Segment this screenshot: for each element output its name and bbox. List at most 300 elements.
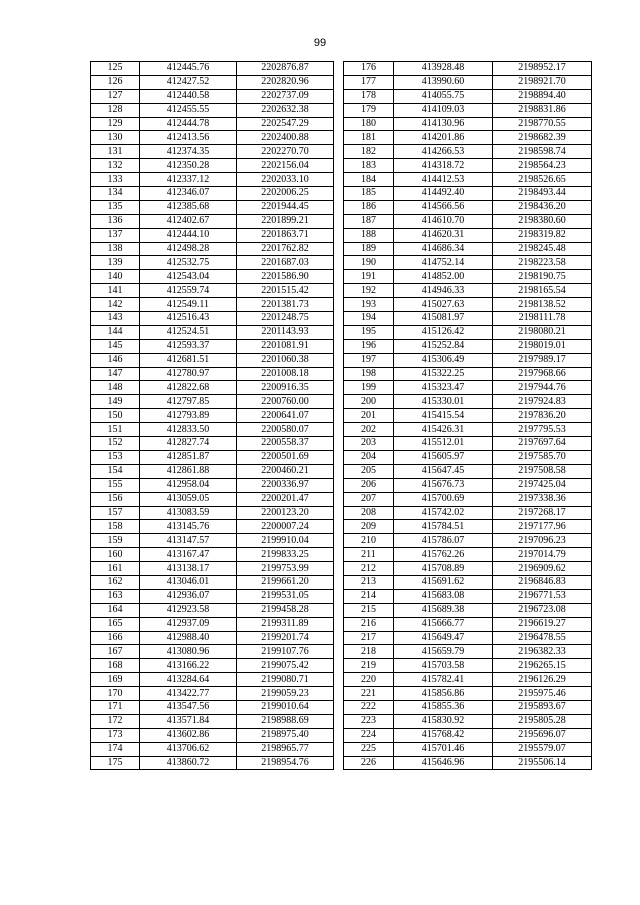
page-number: 99 (313, 37, 327, 49)
x-coordinate-cell: 415323.47 (394, 381, 493, 395)
y-coordinate-cell: 2201586.90 (237, 270, 334, 284)
table-row (344, 575, 592, 589)
y-coordinate-cell: 2197338.36 (493, 492, 592, 506)
x-coordinate-cell: 412833.50 (140, 423, 237, 437)
table-row (91, 700, 334, 714)
table-row (344, 145, 592, 159)
point-id-cell: 142 (91, 298, 140, 312)
table-row (91, 603, 334, 617)
x-coordinate-cell: 413706.62 (140, 742, 237, 756)
table-row (344, 631, 592, 645)
y-coordinate-cell: 2199910.04 (237, 534, 334, 548)
table-row (91, 687, 334, 701)
point-id-cell: 174 (91, 742, 140, 756)
x-coordinate-cell: 415683.08 (394, 589, 493, 603)
point-id-cell: 128 (91, 103, 140, 117)
point-id-cell: 177 (344, 75, 394, 89)
y-coordinate-cell: 2196265.15 (493, 659, 592, 673)
x-coordinate-cell: 414201.86 (394, 131, 493, 145)
point-id-cell: 212 (344, 562, 394, 576)
x-coordinate-cell: 413147.57 (140, 534, 237, 548)
table-row (344, 256, 592, 270)
y-coordinate-cell: 2198319.82 (493, 228, 592, 242)
x-coordinate-cell: 415784.51 (394, 520, 493, 534)
y-coordinate-cell: 2198138.52 (493, 298, 592, 312)
x-coordinate-cell: 415647.45 (394, 464, 493, 478)
x-coordinate-cell: 412681.51 (140, 353, 237, 367)
y-coordinate-cell: 2200336.97 (237, 478, 334, 492)
x-coordinate-cell: 415703.58 (394, 659, 493, 673)
x-coordinate-cell: 412346.07 (140, 187, 237, 201)
table-row (344, 270, 592, 284)
y-coordinate-cell: 2197096.23 (493, 534, 592, 548)
point-id-cell: 161 (91, 562, 140, 576)
x-coordinate-cell: 412936.07 (140, 589, 237, 603)
table-row (344, 395, 592, 409)
y-coordinate-cell: 2198954.76 (237, 756, 334, 770)
y-coordinate-cell: 2198245.48 (493, 242, 592, 256)
x-coordinate-cell: 414566.56 (394, 200, 493, 214)
table-row (344, 89, 592, 103)
x-coordinate-cell: 412793.89 (140, 409, 237, 423)
y-coordinate-cell: 2198380.60 (493, 214, 592, 228)
y-coordinate-cell: 2197014.79 (493, 548, 592, 562)
point-id-cell: 204 (344, 450, 394, 464)
x-coordinate-cell: 412937.09 (140, 617, 237, 631)
table-row (91, 742, 334, 756)
y-coordinate-cell: 2200580.07 (237, 423, 334, 437)
x-coordinate-cell: 412444.78 (140, 117, 237, 131)
x-coordinate-cell: 414686.34 (394, 242, 493, 256)
table-row (344, 242, 592, 256)
x-coordinate-cell: 415646.96 (394, 756, 493, 770)
point-id-cell: 139 (91, 256, 140, 270)
point-id-cell: 154 (91, 464, 140, 478)
point-id-cell: 148 (91, 381, 140, 395)
point-id-cell: 180 (344, 117, 394, 131)
table-row (91, 256, 334, 270)
table-row (344, 714, 592, 728)
y-coordinate-cell: 2197944.76 (493, 381, 592, 395)
table-row (91, 270, 334, 284)
x-coordinate-cell: 412498.28 (140, 242, 237, 256)
point-id-cell: 215 (344, 603, 394, 617)
y-coordinate-cell: 2198952.17 (493, 62, 592, 76)
x-coordinate-cell: 415605.97 (394, 450, 493, 464)
point-id-cell: 207 (344, 492, 394, 506)
point-id-cell: 222 (344, 700, 394, 714)
point-id-cell: 197 (344, 353, 394, 367)
table-row (91, 506, 334, 520)
coordinate-table-left (90, 61, 334, 770)
y-coordinate-cell: 2197508.58 (493, 464, 592, 478)
point-id-cell: 155 (91, 478, 140, 492)
x-coordinate-cell: 412861.88 (140, 464, 237, 478)
y-coordinate-cell: 2201060.38 (237, 353, 334, 367)
table-row (91, 631, 334, 645)
point-id-cell: 137 (91, 228, 140, 242)
table-row (91, 242, 334, 256)
table-row (91, 312, 334, 326)
point-id-cell: 145 (91, 339, 140, 353)
x-coordinate-cell: 415252.84 (394, 339, 493, 353)
point-id-cell: 170 (91, 687, 140, 701)
y-coordinate-cell: 2201515.42 (237, 284, 334, 298)
table-row (344, 75, 592, 89)
point-id-cell: 175 (91, 756, 140, 770)
table-row (344, 298, 592, 312)
point-id-cell: 195 (344, 325, 394, 339)
y-coordinate-cell: 2195805.28 (493, 714, 592, 728)
y-coordinate-cell: 2199201.74 (237, 631, 334, 645)
point-id-cell: 125 (91, 62, 140, 76)
table-row (344, 381, 592, 395)
table-row (344, 103, 592, 117)
x-coordinate-cell: 415856.86 (394, 687, 493, 701)
point-id-cell: 189 (344, 242, 394, 256)
point-id-cell: 217 (344, 631, 394, 645)
point-id-cell: 203 (344, 437, 394, 451)
x-coordinate-cell: 415701.46 (394, 742, 493, 756)
x-coordinate-cell: 415700.69 (394, 492, 493, 506)
y-coordinate-cell: 2200201.47 (237, 492, 334, 506)
point-id-cell: 214 (344, 589, 394, 603)
table-row (91, 659, 334, 673)
table-row (344, 673, 592, 687)
y-coordinate-cell: 2201944.45 (237, 200, 334, 214)
table-row (91, 187, 334, 201)
x-coordinate-cell: 413046.01 (140, 575, 237, 589)
table-row (91, 145, 334, 159)
table-row (91, 131, 334, 145)
x-coordinate-cell: 414055.75 (394, 89, 493, 103)
y-coordinate-cell: 2201248.75 (237, 312, 334, 326)
x-coordinate-cell: 412923.58 (140, 603, 237, 617)
x-coordinate-cell: 415126.42 (394, 325, 493, 339)
x-coordinate-cell: 412827.74 (140, 437, 237, 451)
table-row (344, 339, 592, 353)
x-coordinate-cell: 413860.72 (140, 756, 237, 770)
table-row (344, 284, 592, 298)
table-row (91, 575, 334, 589)
x-coordinate-cell: 415426.31 (394, 423, 493, 437)
table-row (344, 353, 592, 367)
point-id-cell: 223 (344, 714, 394, 728)
x-coordinate-cell: 415081.97 (394, 312, 493, 326)
y-coordinate-cell: 2199311.89 (237, 617, 334, 631)
table-row (344, 756, 592, 770)
y-coordinate-cell: 2196771.53 (493, 589, 592, 603)
table-row (344, 423, 592, 437)
table-row (344, 700, 592, 714)
y-coordinate-cell: 2198190.75 (493, 270, 592, 284)
point-id-cell: 140 (91, 270, 140, 284)
x-coordinate-cell: 415782.41 (394, 673, 493, 687)
point-id-cell: 183 (344, 159, 394, 173)
point-id-cell: 152 (91, 437, 140, 451)
table-row (91, 548, 334, 562)
point-id-cell: 153 (91, 450, 140, 464)
x-coordinate-cell: 412374.35 (140, 145, 237, 159)
y-coordinate-cell: 2202400.88 (237, 131, 334, 145)
table-row (344, 659, 592, 673)
x-coordinate-cell: 413145.76 (140, 520, 237, 534)
y-coordinate-cell: 2198921.70 (493, 75, 592, 89)
point-id-cell: 200 (344, 395, 394, 409)
y-coordinate-cell: 2195506.14 (493, 756, 592, 770)
x-coordinate-cell: 415512.01 (394, 437, 493, 451)
table-row (91, 409, 334, 423)
y-coordinate-cell: 2198975.40 (237, 728, 334, 742)
y-coordinate-cell: 2197585.70 (493, 450, 592, 464)
x-coordinate-cell: 412958.04 (140, 478, 237, 492)
y-coordinate-cell: 2198436.20 (493, 200, 592, 214)
x-coordinate-cell: 413284.64 (140, 673, 237, 687)
x-coordinate-cell: 415415.54 (394, 409, 493, 423)
table-row (344, 603, 592, 617)
x-coordinate-cell: 412822.68 (140, 381, 237, 395)
x-coordinate-cell: 412797.85 (140, 395, 237, 409)
y-coordinate-cell: 2195975.46 (493, 687, 592, 701)
x-coordinate-cell: 415830.92 (394, 714, 493, 728)
table-row (344, 437, 592, 451)
point-id-cell: 192 (344, 284, 394, 298)
y-coordinate-cell: 2200460.21 (237, 464, 334, 478)
x-coordinate-cell: 415676.73 (394, 478, 493, 492)
table-row (91, 437, 334, 451)
y-coordinate-cell: 2198493.44 (493, 187, 592, 201)
y-coordinate-cell: 2196723.08 (493, 603, 592, 617)
y-coordinate-cell: 2196126.29 (493, 673, 592, 687)
point-id-cell: 131 (91, 145, 140, 159)
x-coordinate-cell: 415762.26 (394, 548, 493, 562)
table-row (91, 395, 334, 409)
x-coordinate-cell: 413166.22 (140, 659, 237, 673)
point-id-cell: 188 (344, 228, 394, 242)
x-coordinate-cell: 412851.87 (140, 450, 237, 464)
table-row (344, 562, 592, 576)
point-id-cell: 194 (344, 312, 394, 326)
table-row (344, 728, 592, 742)
x-coordinate-cell: 412549.11 (140, 298, 237, 312)
table-row (91, 214, 334, 228)
point-id-cell: 173 (91, 728, 140, 742)
y-coordinate-cell: 2198965.77 (237, 742, 334, 756)
x-coordinate-cell: 415322.25 (394, 367, 493, 381)
point-id-cell: 164 (91, 603, 140, 617)
x-coordinate-cell: 415689.38 (394, 603, 493, 617)
x-coordinate-cell: 413547.56 (140, 700, 237, 714)
point-id-cell: 216 (344, 617, 394, 631)
table-row (344, 367, 592, 381)
point-id-cell: 191 (344, 270, 394, 284)
x-coordinate-cell: 412350.28 (140, 159, 237, 173)
table-row (91, 89, 334, 103)
x-coordinate-cell: 412593.37 (140, 339, 237, 353)
x-coordinate-cell: 415855.36 (394, 700, 493, 714)
y-coordinate-cell: 2201863.71 (237, 228, 334, 242)
point-id-cell: 141 (91, 284, 140, 298)
point-id-cell: 176 (344, 62, 394, 76)
point-id-cell: 166 (91, 631, 140, 645)
x-coordinate-cell: 413571.84 (140, 714, 237, 728)
table-row (91, 117, 334, 131)
x-coordinate-cell: 415768.42 (394, 728, 493, 742)
point-id-cell: 157 (91, 506, 140, 520)
table-row (344, 214, 592, 228)
y-coordinate-cell: 2202737.09 (237, 89, 334, 103)
y-coordinate-cell: 2201008.18 (237, 367, 334, 381)
y-coordinate-cell: 2198564.23 (493, 159, 592, 173)
table-row (344, 450, 592, 464)
y-coordinate-cell: 2199833.25 (237, 548, 334, 562)
y-coordinate-cell: 2197924.83 (493, 395, 592, 409)
x-coordinate-cell: 414412.53 (394, 173, 493, 187)
point-id-cell: 168 (91, 659, 140, 673)
point-id-cell: 134 (91, 187, 140, 201)
table-row (91, 450, 334, 464)
table-row (91, 381, 334, 395)
x-coordinate-cell: 413059.05 (140, 492, 237, 506)
y-coordinate-cell: 2199080.71 (237, 673, 334, 687)
point-id-cell: 196 (344, 339, 394, 353)
point-id-cell: 143 (91, 312, 140, 326)
table-row (91, 367, 334, 381)
y-coordinate-cell: 2198598.74 (493, 145, 592, 159)
x-coordinate-cell: 412516.43 (140, 312, 237, 326)
table-row (91, 284, 334, 298)
y-coordinate-cell: 2201687.03 (237, 256, 334, 270)
x-coordinate-cell: 412559.74 (140, 284, 237, 298)
y-coordinate-cell: 2195893.67 (493, 700, 592, 714)
y-coordinate-cell: 2200007.24 (237, 520, 334, 534)
y-coordinate-cell: 2198988.69 (237, 714, 334, 728)
point-id-cell: 186 (344, 200, 394, 214)
y-coordinate-cell: 2198831.86 (493, 103, 592, 117)
point-id-cell: 135 (91, 200, 140, 214)
x-coordinate-cell: 414109.03 (394, 103, 493, 117)
y-coordinate-cell: 2202632.38 (237, 103, 334, 117)
x-coordinate-cell: 412532.75 (140, 256, 237, 270)
table-row (91, 562, 334, 576)
y-coordinate-cell: 2198223.58 (493, 256, 592, 270)
table-row (344, 312, 592, 326)
point-id-cell: 169 (91, 673, 140, 687)
table-row (91, 464, 334, 478)
x-coordinate-cell: 415330.01 (394, 395, 493, 409)
point-id-cell: 129 (91, 117, 140, 131)
y-coordinate-cell: 2198682.39 (493, 131, 592, 145)
point-id-cell: 167 (91, 645, 140, 659)
point-id-cell: 220 (344, 673, 394, 687)
y-coordinate-cell: 2199458.28 (237, 603, 334, 617)
point-id-cell: 136 (91, 214, 140, 228)
point-id-cell: 132 (91, 159, 140, 173)
table-row (91, 103, 334, 117)
x-coordinate-cell: 412455.55 (140, 103, 237, 117)
y-coordinate-cell: 2198770.55 (493, 117, 592, 131)
x-coordinate-cell: 414130.96 (394, 117, 493, 131)
y-coordinate-cell: 2200916.35 (237, 381, 334, 395)
table-row (344, 506, 592, 520)
y-coordinate-cell: 2198019.01 (493, 339, 592, 353)
point-id-cell: 127 (91, 89, 140, 103)
x-coordinate-cell: 413083.59 (140, 506, 237, 520)
x-coordinate-cell: 415659.79 (394, 645, 493, 659)
y-coordinate-cell: 2197968.66 (493, 367, 592, 381)
table-row (344, 200, 592, 214)
point-id-cell: 201 (344, 409, 394, 423)
y-coordinate-cell: 2196382.33 (493, 645, 592, 659)
x-coordinate-cell: 415691.62 (394, 575, 493, 589)
table-row (91, 159, 334, 173)
point-id-cell: 126 (91, 75, 140, 89)
point-id-cell: 221 (344, 687, 394, 701)
y-coordinate-cell: 2196478.55 (493, 631, 592, 645)
x-coordinate-cell: 412337.12 (140, 173, 237, 187)
table-row (344, 409, 592, 423)
table-row (91, 714, 334, 728)
y-coordinate-cell: 2197836.20 (493, 409, 592, 423)
table-row (91, 492, 334, 506)
y-coordinate-cell: 2200641.07 (237, 409, 334, 423)
y-coordinate-cell: 2202876.87 (237, 62, 334, 76)
point-id-cell: 205 (344, 464, 394, 478)
x-coordinate-cell: 414620.31 (394, 228, 493, 242)
y-coordinate-cell: 2202820.96 (237, 75, 334, 89)
x-coordinate-cell: 412440.58 (140, 89, 237, 103)
table-row (91, 645, 334, 659)
y-coordinate-cell: 2202156.04 (237, 159, 334, 173)
y-coordinate-cell: 2202033.10 (237, 173, 334, 187)
table-row (344, 589, 592, 603)
x-coordinate-cell: 412413.56 (140, 131, 237, 145)
y-coordinate-cell: 2202270.70 (237, 145, 334, 159)
coordinate-table-right (343, 61, 592, 770)
table-row (91, 200, 334, 214)
table-row (91, 353, 334, 367)
table-row (344, 131, 592, 145)
point-id-cell: 158 (91, 520, 140, 534)
point-id-cell: 151 (91, 423, 140, 437)
point-id-cell: 199 (344, 381, 394, 395)
table-row (91, 728, 334, 742)
point-id-cell: 172 (91, 714, 140, 728)
point-id-cell: 213 (344, 575, 394, 589)
y-coordinate-cell: 2199059.23 (237, 687, 334, 701)
table-row (344, 159, 592, 173)
x-coordinate-cell: 414752.14 (394, 256, 493, 270)
table-row (91, 339, 334, 353)
point-id-cell: 165 (91, 617, 140, 631)
x-coordinate-cell: 413422.77 (140, 687, 237, 701)
y-coordinate-cell: 2197268.17 (493, 506, 592, 520)
x-coordinate-cell: 414266.53 (394, 145, 493, 159)
y-coordinate-cell: 2197425.04 (493, 478, 592, 492)
x-coordinate-cell: 413602.86 (140, 728, 237, 742)
point-id-cell: 178 (344, 89, 394, 103)
table-row (344, 534, 592, 548)
y-coordinate-cell: 2195696.07 (493, 728, 592, 742)
x-coordinate-cell: 414318.72 (394, 159, 493, 173)
y-coordinate-cell: 2199531.05 (237, 589, 334, 603)
x-coordinate-cell: 413167.47 (140, 548, 237, 562)
point-id-cell: 218 (344, 645, 394, 659)
y-coordinate-cell: 2200501.69 (237, 450, 334, 464)
point-id-cell: 149 (91, 395, 140, 409)
point-id-cell: 190 (344, 256, 394, 270)
y-coordinate-cell: 2197989.17 (493, 353, 592, 367)
